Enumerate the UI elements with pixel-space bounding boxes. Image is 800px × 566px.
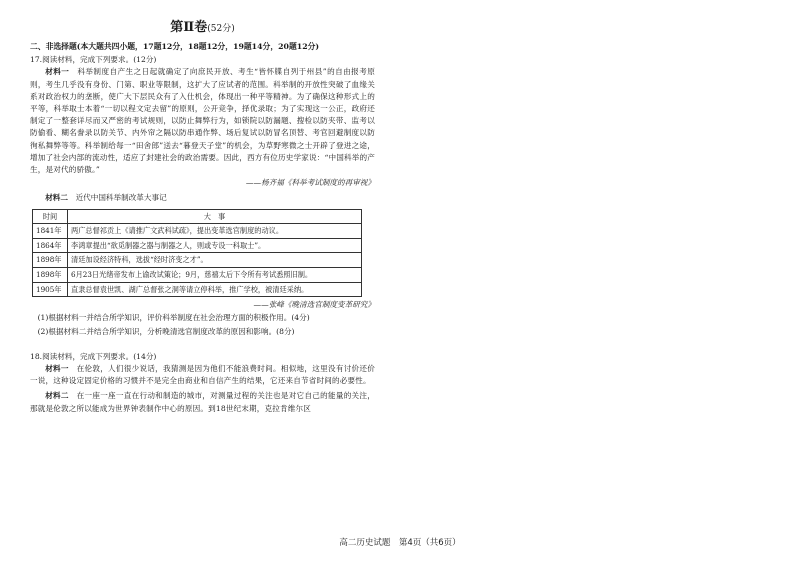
q17-heading: 17.阅读材料，完成下列要求。(12分) <box>30 55 157 65</box>
row-year: 1898年 <box>33 253 68 268</box>
q18-heading: 18.阅读材料，完成下列要求。(14分) <box>30 351 157 361</box>
q17-material2-title: 近代中国科举制改革大事记 <box>75 193 167 203</box>
part-points: (52分) <box>207 24 235 34</box>
page-footer: 高二历史试题 第4页（共6页） <box>339 538 461 548</box>
spacer <box>30 338 375 350</box>
q17-material1-label: 材料一 <box>45 67 70 77</box>
row-year: 1898年 <box>33 268 68 283</box>
table-row <box>33 253 362 268</box>
q17-material2-source: ——张峰《晚清选官制度变革研究》 <box>253 300 375 310</box>
row-event: 6月23日光绪帝发布上谕改试策论；9月，慈禧太后下令所有考试悉照旧制。 <box>68 268 362 283</box>
row-year: 1864年 <box>33 238 68 253</box>
row-year: 1905年 <box>33 282 68 297</box>
q17-sub-question-2: (2)根据材料二并结合所学知识，分析晚清选官制度改革的原因和影响。(8分) <box>37 326 295 336</box>
events-table <box>32 209 362 298</box>
part-title-text: 第Ⅱ卷 <box>170 20 208 35</box>
table-row <box>33 224 362 239</box>
row-event: 两广总督祁贡上《请推广文武科试疏》，提出变革选官制度的动议。 <box>68 224 362 239</box>
part-title <box>30 18 375 39</box>
row-year: 1841年 <box>33 224 68 239</box>
q17-material2-label: 材料二 <box>45 193 68 203</box>
section-heading: 二、非选择题(本大题共四小题，17题12分，18题12分，19题14分，20题12分) <box>30 42 320 51</box>
q18-material1-text: 在伦敦，人们很少说话，我猜测是因为他们不能浪费时间。相似地，这里没有讨价还价一说，这种设定固定价格的习惯并不是完全由商业和自信产生的结果，它还来自节省时间的必要性。 <box>30 364 376 386</box>
col-event: 大 事 <box>68 209 362 224</box>
q17-sub-question-1: (1)根据材料一并结合所学知识，评价科举制度在社会治理方面的积极作用。(4分) <box>37 313 310 323</box>
table-row <box>33 268 362 283</box>
q18-material1-label: 材料一 <box>45 364 69 374</box>
table-row <box>33 282 362 297</box>
q18-material2 <box>30 390 375 414</box>
q17-material1 <box>30 66 375 176</box>
q18-material1 <box>30 363 375 387</box>
events-table-header <box>33 209 362 224</box>
q18-material2-text: 在一座一座一直在行动和制造的城市，对测量过程的关注也是对它自己的能量的关注，那就是伦敦之所以能成为世界钟表制作中心的原因。到18世纪末期，克拉肯维尔区 <box>30 391 376 413</box>
q18-material2-label: 材料二 <box>45 391 69 401</box>
table-row <box>33 238 362 253</box>
q17-material1-text: 科举制度自产生之日起就确定了向庶民开放、考生“皆怀牒自列于州县”的自由报考原则，考生几乎没有身份、门第、职业等限制，这扩大了应试者的范围。科举制的开放性突破了血缘关系对政治权力的垄断，使广大下层民众有了入仕机会，体现出一种平等精神。为了确保这种形式上的平等，科举取士本着“一切以程文定去留”的原则，公开竞争，择优录取；为了实现这一公正，政府还制定了一整套详尽而又严密的考试规则，以防止舞弊行为，如锁院以防漏题、搜检以防夹带、监考以防偷看、糊名誊录以防关节、内外帘之隔以防串通作弊、场后复试以防冒名顶替、考官回避制度以防徇私舞弊等等。科举制给每一“田舍郎”送去“暮登天子堂”的机会，为草野寒微之士开辟了登进之途，增加了社会内部的流动性，适应了封建社会的政治需要。因此，西方有位历史学家说：“中国科举的产生，是对代的骄傲。” <box>30 67 375 175</box>
col-time: 时间 <box>33 209 68 224</box>
row-event: 清廷加设经济特科，选拔“经时济变之才”。 <box>68 253 362 268</box>
q17-material1-source: ——杨齐福《科举考试制度的再审视》 <box>245 178 375 188</box>
row-event: 李鸿章提出“欲觅制器之器与制器之人，则或专设一科取士”。 <box>68 238 362 253</box>
row-event: 直隶总督袁世凯、湖广总督张之洞等请立停科举，推广学校，被清廷采纳。 <box>68 282 362 297</box>
q17-material2-heading <box>30 192 375 204</box>
exam-content <box>30 18 375 415</box>
